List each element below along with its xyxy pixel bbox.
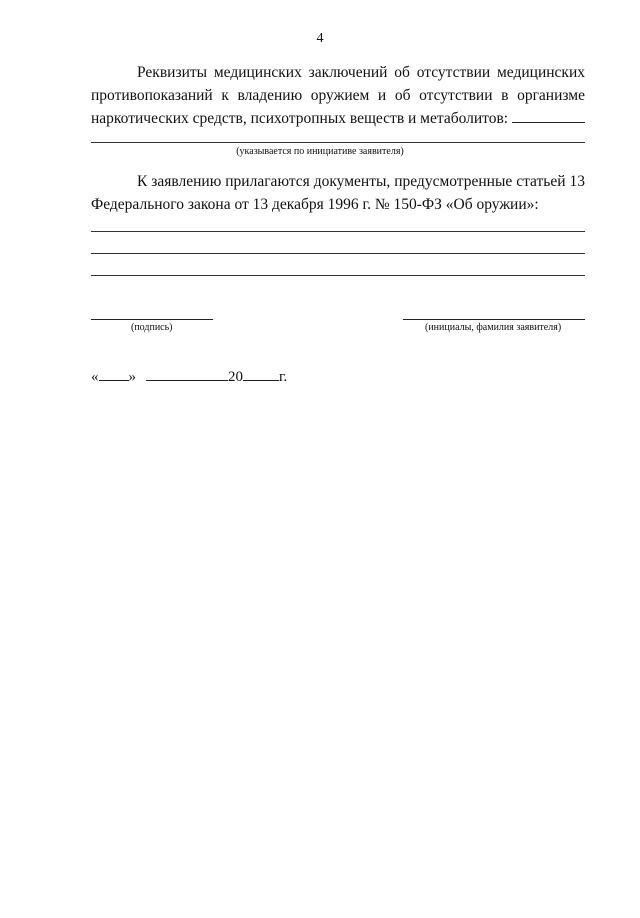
date-month-blank[interactable] [146,366,228,381]
applicant-name-caption: (инициалы, фамилия заявителя) [425,322,562,333]
date-year-prefix: 20 [228,369,243,385]
paragraph1-line3: наркотических средств, психотропных веществ и метаболитов: [91,110,509,127]
medical-requisites-blank[interactable] [512,108,585,123]
attached-documents-line-2[interactable] [91,253,585,254]
paragraph2-line1: К заявлению прилагаются документы, предусмотренные статьей 13 [137,173,585,190]
applicant-name-line[interactable] [403,319,585,320]
paragraph2-line2: Федерального закона от 13 декабря 1996 г. № 150-ФЗ «Об оружии»: [91,196,539,213]
signature-line[interactable] [91,319,213,320]
page-number: 4 [316,31,324,46]
attached-documents-line-3[interactable] [91,275,585,276]
date-row [91,366,287,386]
date-year-suffix: г. [279,369,288,385]
date-day-blank[interactable] [99,366,129,381]
date-open-quote: « [91,369,99,385]
attached-documents-paragraph [91,170,585,216]
signature-caption: (подпись) [131,322,173,333]
date-year-blank[interactable] [243,366,279,381]
medical-requisites-paragraph [91,61,585,130]
medical-requisites-fill-line[interactable] [91,142,585,143]
paragraph1-line2: противопоказаний к владению оружием и об отсутствии в организме [91,87,585,104]
date-close-quote: » [128,369,136,385]
paragraph1-line3-row [91,107,585,130]
paragraph1-line1: Реквизиты медицинских заключений об отсутствии медицинских [137,64,585,81]
attached-documents-line-1[interactable] [91,231,585,232]
initiative-hint: (указывается по инициативе заявителя) [236,146,404,157]
